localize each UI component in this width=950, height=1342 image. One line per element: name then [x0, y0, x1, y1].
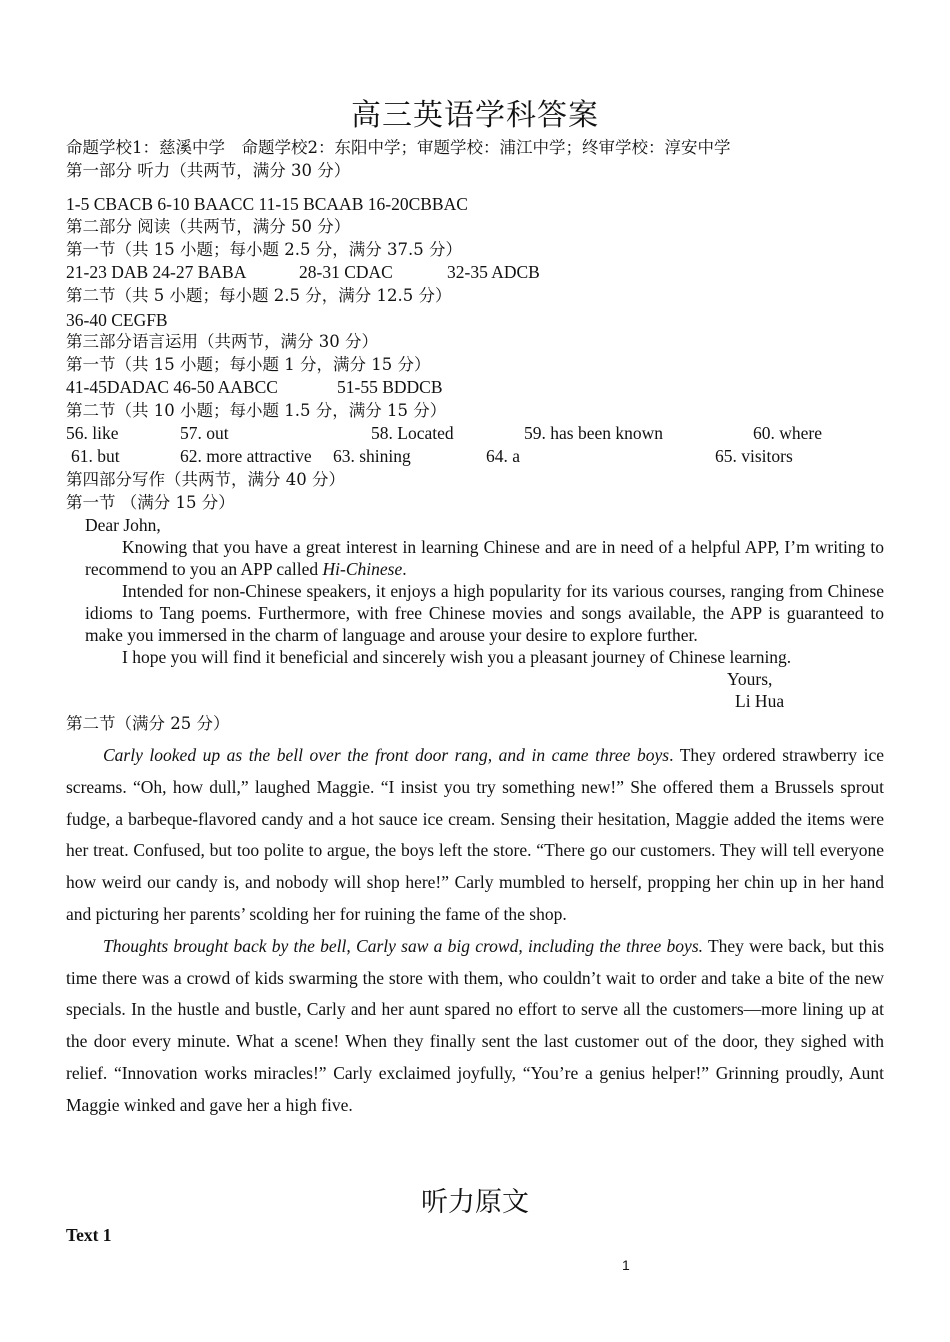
- listening-script-title: 听力原文: [421, 1187, 529, 1218]
- part2-section1-heading: 第一节（共 15 小题；每小题 2.5 分，满分 37.5 分）: [66, 240, 462, 259]
- answer-64: 64. a: [486, 446, 521, 466]
- letter-paragraph-2: Intended for non-Chinese speakers, it enjoys a high popularity for its various courses, ranging from Chinese idioms to Tang poems. Furthermore, with free Chinese movies and songs available, the APP is guaranteed to make you immersed in the charm of language and arouse your desire to explore further.: [85, 581, 884, 645]
- letter-app-name: Hi-Chinese: [322, 559, 403, 579]
- answer-61: 61. but: [71, 446, 120, 466]
- answer-65: 65. visitors: [715, 446, 793, 466]
- essay-paragraph-2: [66, 931, 884, 1122]
- part4-heading: 第四部分写作（共两节，满分 40 分）: [66, 470, 345, 489]
- page-title: 高三英语学科答案: [351, 98, 599, 133]
- part2-heading: 第二部分 阅读（共两节，满分 50 分）: [66, 217, 351, 236]
- continuation-essay: [66, 740, 884, 1122]
- part3-answers-b: 51-55 BDDCB: [337, 377, 443, 397]
- letter-p1-text: Knowing that you have a great interest in learning Chinese and are in need of a helpful APP, I’m writing to recommend to you an APP called: [85, 537, 884, 579]
- part1-heading: 第一部分 听力（共两节，满分 30 分）: [66, 161, 351, 180]
- letter-greeting: Dear John,: [85, 515, 161, 535]
- part2-section2-answers: 36-40 CEGFB: [66, 310, 168, 330]
- answer-62: 62. more attractive: [180, 446, 312, 466]
- essay-p1-lead: Carly looked up as the bell over the front door rang, and in came three boys: [103, 745, 670, 765]
- part3-answers-a: 41-45DADAC 46-50 AABCC: [66, 377, 278, 397]
- letter-paragraph-1: [85, 536, 884, 580]
- sample-letter: [85, 514, 884, 712]
- part1-answers: 1-5 CBACB 6-10 BAACC 11-15 BCAAB 16-20CBBAC: [66, 194, 468, 214]
- part2-section2-heading: 第二节（共 5 小题；每小题 2.5 分，满分 12.5 分）: [66, 286, 452, 305]
- part2-answers-a: 21-23 DAB 24-27 BABA: [66, 262, 247, 282]
- page-number: 1: [622, 1257, 630, 1273]
- answer-56: 56. like: [66, 423, 119, 443]
- part2-answers-c: 32-35 ADCB: [447, 262, 540, 282]
- part4-section2-heading: 第二节（满分 25 分）: [66, 714, 230, 733]
- part4-section1-heading: 第一节 （满分 15 分）: [66, 493, 235, 512]
- essay-paragraph-1: [66, 740, 884, 931]
- essay-p2-body: They were back, but this time there was a crowd of kids swarming the store with them, who couldn’t wait to order and take a bite of the new specials. In the hustle and bustle, Carly and her aunt spared no effort to serve all the customers—more lining up at the door every minute. What a scene! When they finally sent the last customer out of the door, they sighed with relief. “Innovation works miracles!” Carly exclaimed joyfully, “You’re a genius helper!” Grinning proudly, Aunt Maggie winked and gave her a high five.: [66, 935, 884, 1115]
- answer-57: 57. out: [180, 423, 229, 443]
- schools-line: 命题学校1：慈溪中学 命题学校2：东阳中学；审题学校：浦江中学；终审学校：淳安中学: [66, 138, 731, 157]
- part3-heading: 第三部分语言运用（共两节，满分 30 分）: [66, 332, 378, 351]
- essay-p1-body: . They ordered strawberry ice screams. “Oh, how dull,” laughed Maggie. “I insist you try something new!” She offered them a Brussels sprout fudge, a barbeque-flavored candy and a hot sauce ice cream. Sensing their hesitation, Maggie added the items were her treat. Confused, but too polite to argue, the boys left the store. “There go our customers. They will tell everyone how weird our candy is, and nobody will shop here!” Carly mumbled to herself, propping her chin up in her hand and picturing her parents’ scolding her for ruining the fame of the shop.: [66, 745, 885, 924]
- essay-p2-lead: Thoughts brought back by the bell, Carly saw a big crowd, including the three boys.: [103, 935, 704, 956]
- letter-p1-end: .: [402, 559, 407, 579]
- answer-59: 59. has been known: [524, 423, 664, 443]
- answer-60: 60. where: [753, 423, 823, 443]
- letter-paragraph-3: I hope you will find it beneficial and sincerely wish you a pleasant journey of Chinese learning.: [122, 647, 792, 667]
- part3-section1-heading: 第一节（共 15 小题；每小题 1 分，满分 15 分）: [66, 355, 431, 374]
- part2-answers-b: 28-31 CDAC: [299, 262, 393, 282]
- text1-label: Text 1: [66, 1225, 112, 1245]
- part3-section2-heading: 第二节（共 10 小题；每小题 1.5 分，满分 15 分）: [66, 401, 447, 420]
- answer-58: 58. Located: [371, 423, 454, 443]
- letter-closing: Yours,: [727, 669, 773, 689]
- answer-63: 63. shining: [333, 446, 411, 466]
- letter-signature: Li Hua: [735, 691, 785, 711]
